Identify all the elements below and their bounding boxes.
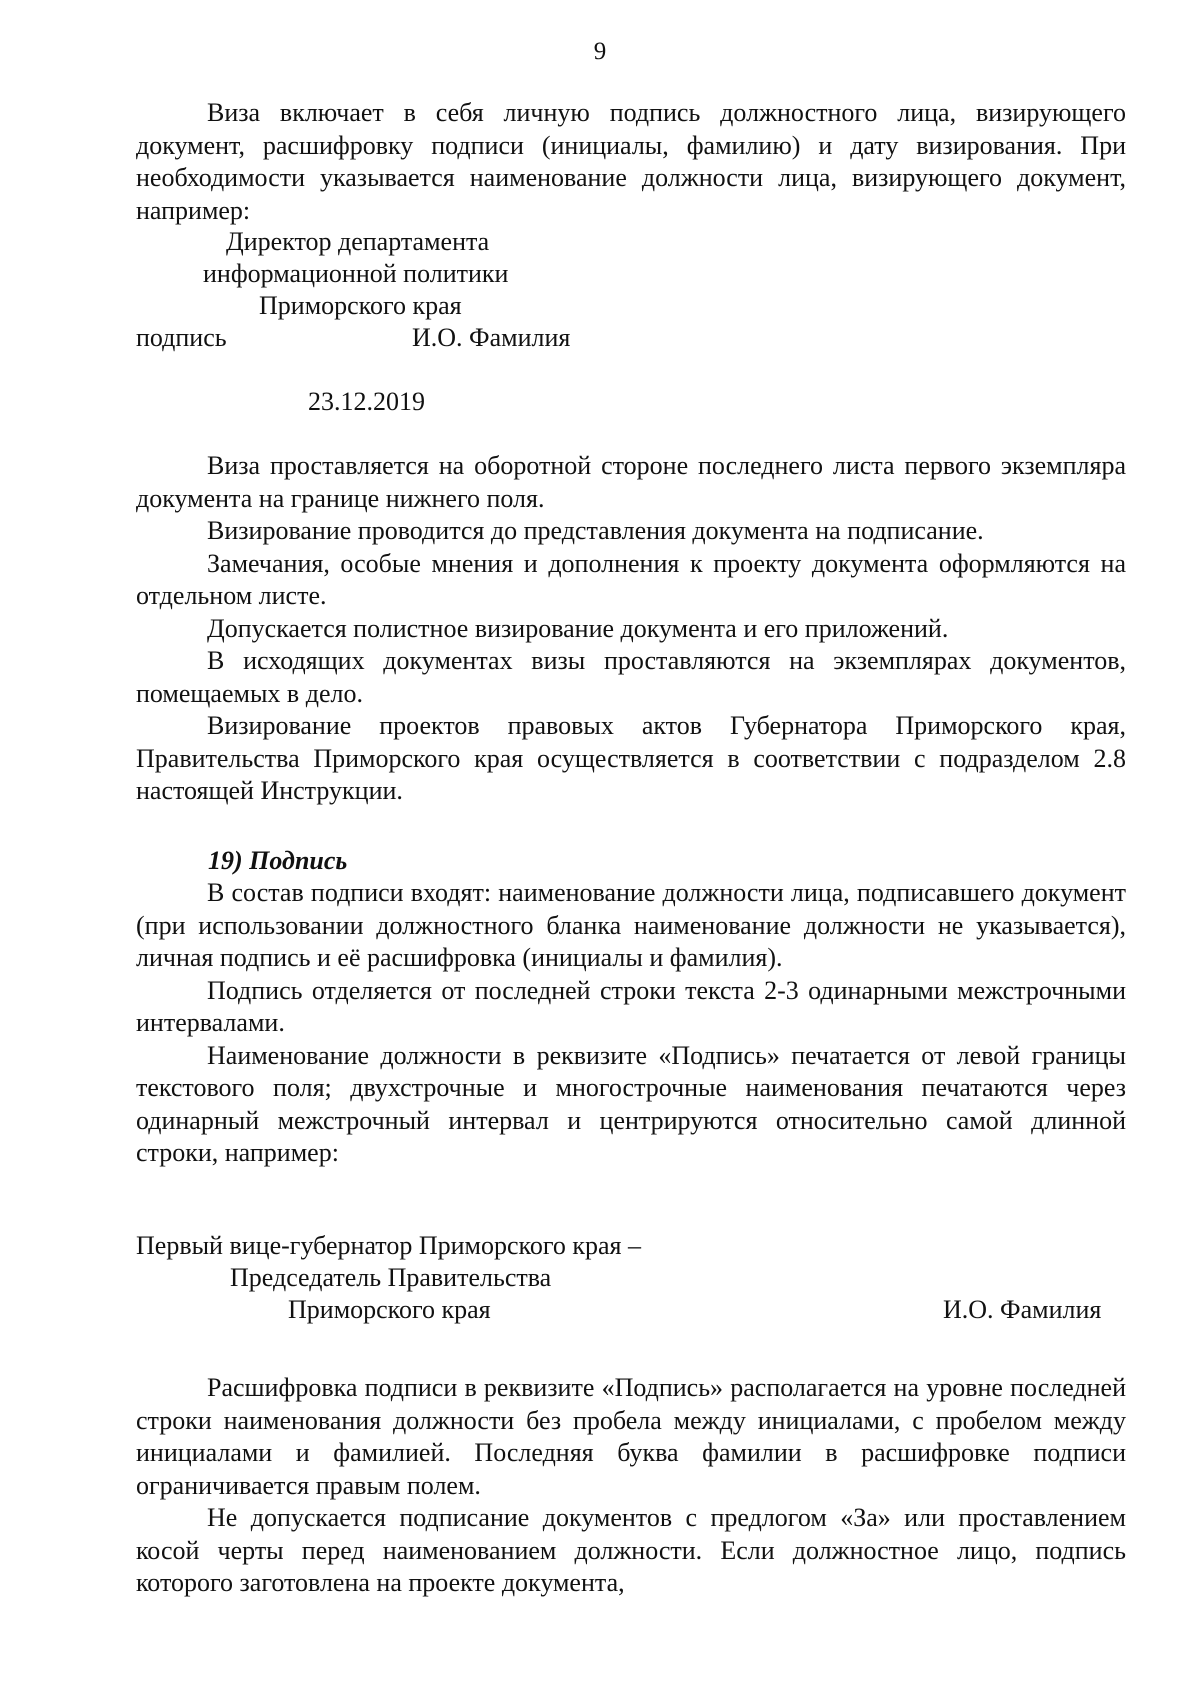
paragraph: Визирование проектов правовых актов Губернатора Приморского края, Правительства Приморского края осуществляется в соответствии с подразделом 2.8 настоящей Инструкции. xyxy=(136,711,1126,805)
signature-example-line-2: Председатель Правительства xyxy=(230,1263,552,1292)
paragraph: Замечания, особые мнения и дополнения к проекту документа оформляются на отдельном листе. xyxy=(136,548,1126,610)
paragraph: Визирование проводится до представления документа на подписание. xyxy=(207,516,984,545)
signature-example-line-3: Приморского края xyxy=(288,1295,491,1324)
visa-example-signature-label: подпись xyxy=(136,323,227,352)
paragraph: Наименование должности в реквизите «Подпись» печатается от левой границы текстового поля; двухстрочные и многострочные наименования печатаются через одинарный межстрочный интервал и центрируются относительно самой длинной строки, например: xyxy=(136,1040,1126,1167)
paragraph-visa-intro: Виза включает в себя личную подпись должностного лица, визирующего документ, расшифровку подписи (инициалы, фамилию) и дату визирования. При необходимости указывается наименование должности лица, визирующего документ, например: xyxy=(136,98,1126,225)
visa-example-line-1: Директор департамента xyxy=(226,227,490,256)
paragraph: Не допускается подписание документов с предлогом «За» или проставлением косой черты перед наименованием должности. Если должностное лицо, подпись которого заготовлена на проекте документа, xyxy=(136,1503,1126,1597)
visa-example-date: 23.12.2019 xyxy=(308,387,425,416)
signature-rules-block xyxy=(136,877,1126,1170)
page-number: 9 xyxy=(593,38,607,65)
final-block xyxy=(136,1372,1126,1600)
signature-example-line-1: Первый вице-губернатор Приморского края – xyxy=(136,1231,641,1260)
paragraph: В исходящих документах визы проставляются на экземплярах документов, помещаемых в дело. xyxy=(136,646,1126,708)
visa-example-line-3: Приморского края xyxy=(259,291,462,320)
paragraph: Расшифровка подписи в реквизите «Подпись» располагается на уровне последней строки наименования должности без пробела между инициалами, с пробелом между инициалами и фамилией. Последняя буква фамилии в расшифровке подписи ограничивается правым полем. xyxy=(136,1373,1126,1500)
visa-example-line-2: информационной политики xyxy=(203,259,509,288)
visa-example-name: И.О. Фамилия xyxy=(412,323,571,352)
paragraph: Допускается полистное визирование документа и его приложений. xyxy=(207,613,949,643)
paragraph: Подпись отделяется от последней строки текста 2-3 одинарными межстрочными интервалами. xyxy=(136,975,1126,1037)
signature-example-name: И.О. Фамилия xyxy=(943,1295,1102,1324)
section-heading: 19) Подпись xyxy=(208,846,348,875)
paragraph: В состав подписи входят: наименование должности лица, подписавшего документ (при использовании должностного бланка наименование должности не указывается), личная подпись и её расшифровка (инициалы и фамилия). xyxy=(136,878,1126,972)
visa-intro-block xyxy=(136,97,1126,227)
paragraph: Виза проставляется на оборотной стороне последнего листа первого экземпляра документа на границе нижнего поля. xyxy=(136,451,1126,513)
visa-rules-block xyxy=(136,450,1126,808)
